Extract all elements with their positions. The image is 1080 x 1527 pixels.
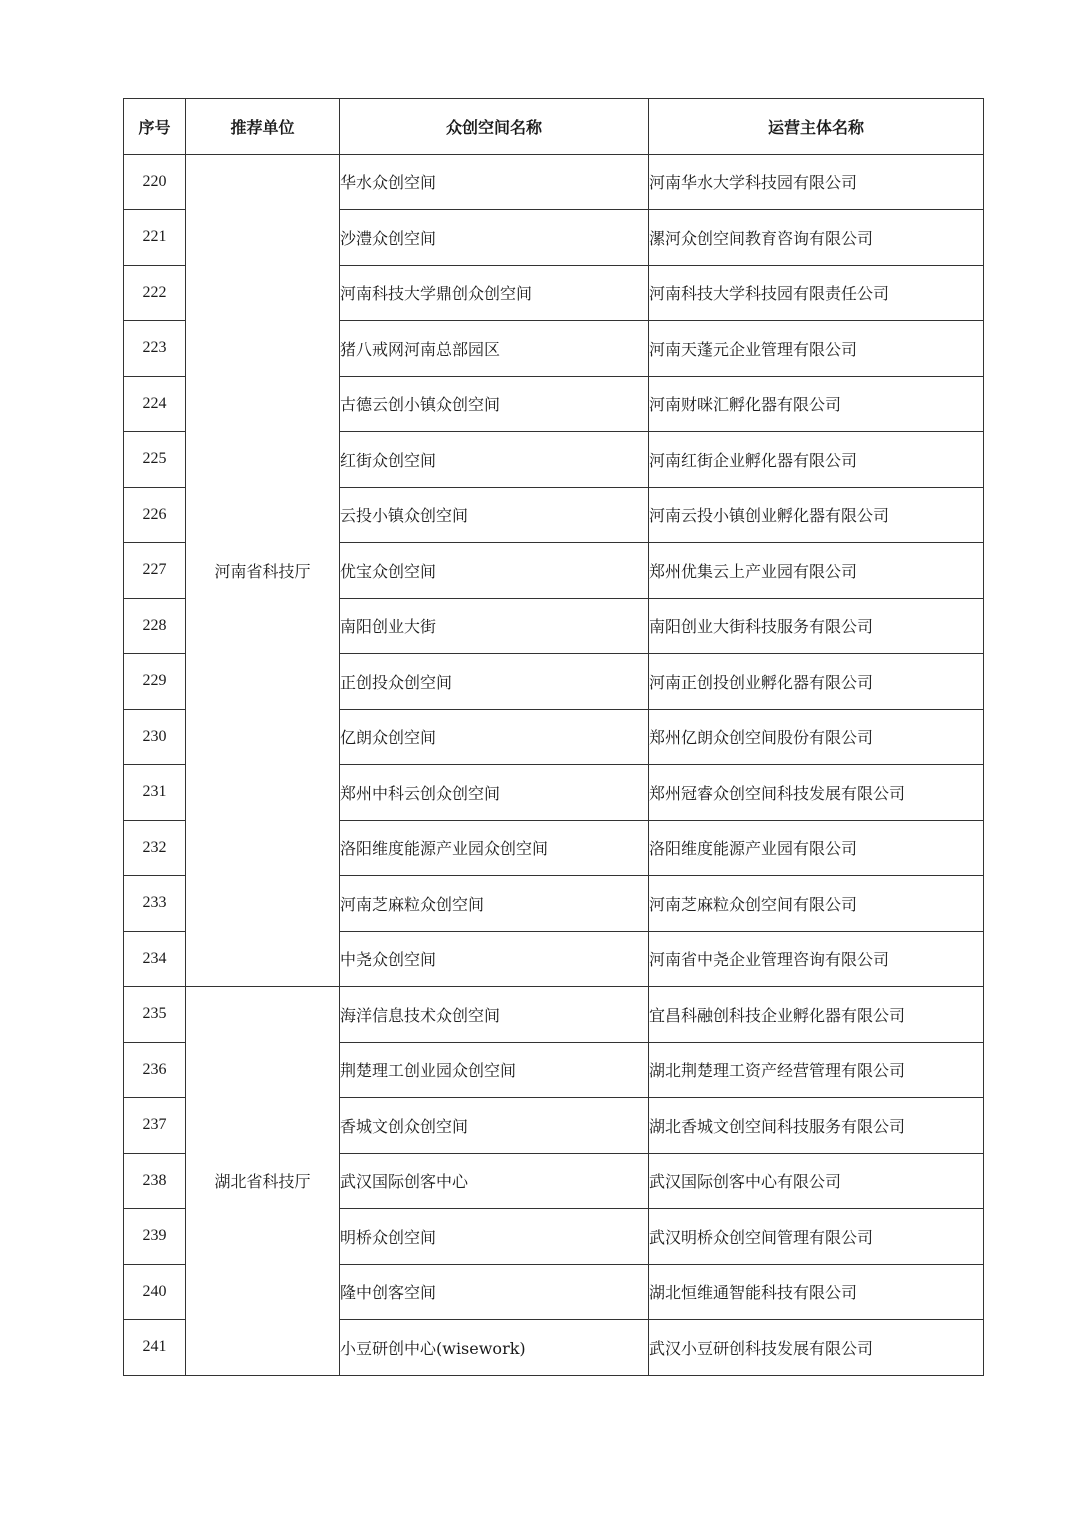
row-space-name: 洛阳维度能源产业园众创空间 bbox=[340, 820, 649, 876]
row-space-name: 猪八戒网河南总部园区 bbox=[340, 321, 649, 377]
row-operator-name: 宜昌科融创科技企业孵化器有限公司 bbox=[649, 987, 984, 1043]
row-space-name: 河南芝麻粒众创空间 bbox=[340, 876, 649, 932]
recommending-unit: 河南省科技厅 bbox=[186, 154, 340, 987]
row-seq: 224 bbox=[124, 376, 186, 432]
header-space: 众创空间名称 bbox=[340, 99, 649, 155]
row-operator-name: 河南芝麻粒众创空间有限公司 bbox=[649, 876, 984, 932]
row-seq: 237 bbox=[124, 1098, 186, 1154]
row-seq: 231 bbox=[124, 765, 186, 821]
row-seq: 230 bbox=[124, 709, 186, 765]
row-space-name: 优宝众创空间 bbox=[340, 543, 649, 599]
row-space-name: 云投小镇众创空间 bbox=[340, 487, 649, 543]
row-seq: 223 bbox=[124, 321, 186, 377]
row-seq: 225 bbox=[124, 432, 186, 488]
row-operator-name: 洛阳维度能源产业园有限公司 bbox=[649, 820, 984, 876]
row-space-name: 隆中创客空间 bbox=[340, 1264, 649, 1320]
row-space-name: 河南科技大学鼎创众创空间 bbox=[340, 265, 649, 321]
row-operator-name: 湖北荆楚理工资产经营管理有限公司 bbox=[649, 1042, 984, 1098]
row-space-name: 古德云创小镇众创空间 bbox=[340, 376, 649, 432]
row-seq: 239 bbox=[124, 1209, 186, 1265]
row-seq: 241 bbox=[124, 1320, 186, 1376]
recommending-unit: 湖北省科技厅 bbox=[186, 987, 340, 1376]
row-seq: 226 bbox=[124, 487, 186, 543]
row-seq: 240 bbox=[124, 1264, 186, 1320]
row-space-name: 明桥众创空间 bbox=[340, 1209, 649, 1265]
row-space-name: 正创投众创空间 bbox=[340, 654, 649, 710]
header-operator: 运营主体名称 bbox=[649, 99, 984, 155]
row-operator-name: 郑州冠睿众创空间科技发展有限公司 bbox=[649, 765, 984, 821]
row-operator-name: 漯河众创空间教育咨询有限公司 bbox=[649, 210, 984, 266]
row-operator-name: 河南科技大学科技园有限责任公司 bbox=[649, 265, 984, 321]
row-operator-name: 武汉小豆研创科技发展有限公司 bbox=[649, 1320, 984, 1376]
row-space-name: 红街众创空间 bbox=[340, 432, 649, 488]
row-space-name: 香城文创众创空间 bbox=[340, 1098, 649, 1154]
row-space-name: 华水众创空间 bbox=[340, 154, 649, 210]
row-seq: 233 bbox=[124, 876, 186, 932]
row-space-name: 荆楚理工创业园众创空间 bbox=[340, 1042, 649, 1098]
header-unit: 推荐单位 bbox=[186, 99, 340, 155]
row-seq: 228 bbox=[124, 598, 186, 654]
row-space-name: 亿朗众创空间 bbox=[340, 709, 649, 765]
row-seq: 220 bbox=[124, 154, 186, 210]
header-seq: 序号 bbox=[124, 99, 186, 155]
row-seq: 232 bbox=[124, 820, 186, 876]
row-operator-name: 河南红街企业孵化器有限公司 bbox=[649, 432, 984, 488]
maker-space-table bbox=[123, 98, 984, 1376]
row-space-name: 沙澧众创空间 bbox=[340, 210, 649, 266]
row-seq: 221 bbox=[124, 210, 186, 266]
row-space-name: 小豆研创中心(wisework) bbox=[340, 1320, 649, 1376]
row-operator-name: 南阳创业大街科技服务有限公司 bbox=[649, 598, 984, 654]
row-operator-name: 河南天蓬元企业管理有限公司 bbox=[649, 321, 984, 377]
row-operator-name: 河南云投小镇创业孵化器有限公司 bbox=[649, 487, 984, 543]
row-seq: 227 bbox=[124, 543, 186, 599]
row-operator-name: 湖北香城文创空间科技服务有限公司 bbox=[649, 1098, 984, 1154]
row-operator-name: 武汉明桥众创空间管理有限公司 bbox=[649, 1209, 984, 1265]
row-space-name: 郑州中科云创众创空间 bbox=[340, 765, 649, 821]
row-operator-name: 河南华水大学科技园有限公司 bbox=[649, 154, 984, 210]
row-seq: 229 bbox=[124, 654, 186, 710]
row-operator-name: 河南财咪汇孵化器有限公司 bbox=[649, 376, 984, 432]
row-seq: 222 bbox=[124, 265, 186, 321]
row-seq: 234 bbox=[124, 931, 186, 987]
row-space-name: 南阳创业大街 bbox=[340, 598, 649, 654]
row-seq: 238 bbox=[124, 1153, 186, 1209]
row-space-name: 海洋信息技术众创空间 bbox=[340, 987, 649, 1043]
row-space-name: 中尧众创空间 bbox=[340, 931, 649, 987]
row-operator-name: 河南正创投创业孵化器有限公司 bbox=[649, 654, 984, 710]
table-body bbox=[124, 154, 984, 1375]
table-row bbox=[124, 987, 984, 1043]
row-operator-name: 湖北恒维通智能科技有限公司 bbox=[649, 1264, 984, 1320]
row-operator-name: 郑州亿朗众创空间股份有限公司 bbox=[649, 709, 984, 765]
row-operator-name: 郑州优集云上产业园有限公司 bbox=[649, 543, 984, 599]
row-operator-name: 河南省中尧企业管理咨询有限公司 bbox=[649, 931, 984, 987]
document-page bbox=[123, 98, 983, 1376]
row-seq: 236 bbox=[124, 1042, 186, 1098]
table-row bbox=[124, 154, 984, 210]
table-header-row bbox=[124, 99, 984, 155]
row-operator-name: 武汉国际创客中心有限公司 bbox=[649, 1153, 984, 1209]
row-seq: 235 bbox=[124, 987, 186, 1043]
row-space-name: 武汉国际创客中心 bbox=[340, 1153, 649, 1209]
